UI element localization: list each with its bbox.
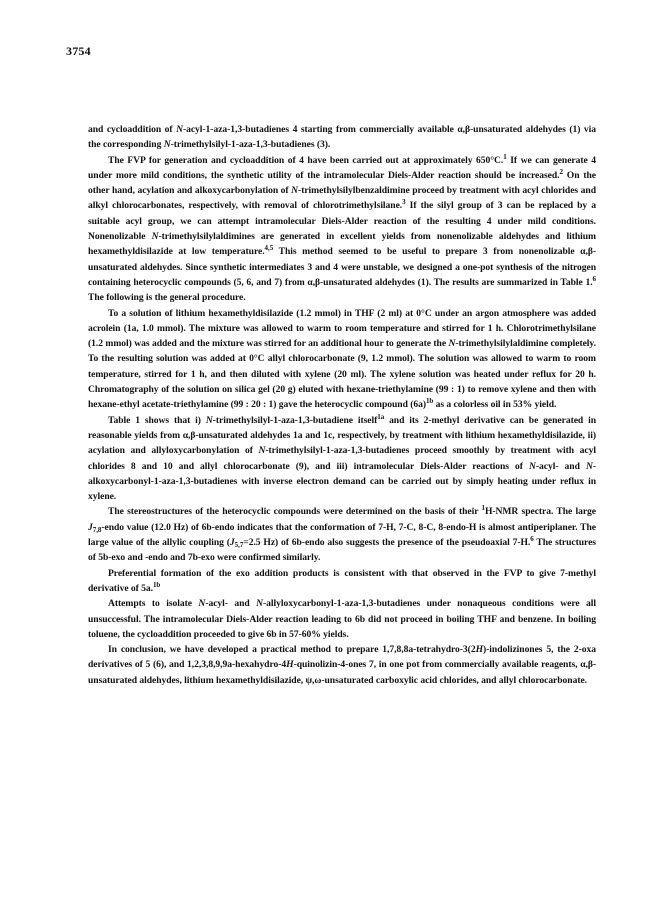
- text-run: -acyl- and: [535, 460, 586, 472]
- italic-symbol: N: [448, 338, 456, 350]
- text-run: and its 2-methyl derivative can be generated in reasonable yields from α,β-unsaturated aldehydes 1a and 1c, respectively, by treatment with lithium hexamethyldisilazide, ii) acylation and allyloxycarbonylation of: [88, 414, 596, 457]
- italic-symbol: N: [529, 460, 536, 472]
- text-run: -trimethylsilyl-1-aza-1,3-butadienes (3).: [170, 139, 331, 151]
- text-run: -trimethylsilyl-1-aza-1,3-butadiene itself: [212, 414, 378, 426]
- subscript: 5,7: [234, 541, 244, 550]
- paragraph-fvp: [88, 153, 596, 306]
- italic-symbol: N: [151, 231, 159, 243]
- reference-superscript: 6: [592, 274, 596, 283]
- text-run: H-NMR spectra. The large: [484, 506, 596, 518]
- reference-superscript: 1b: [425, 397, 434, 406]
- paragraph-intro-continued: [88, 122, 596, 153]
- italic-symbol: N: [256, 598, 264, 610]
- text-run: and cycloaddition of: [88, 124, 177, 135]
- text-run: )-indolizinones 5, the 2-oxa derivatives of 5 (6), and 1,2,3,8,9,9a-hexahydro-4: [88, 644, 596, 671]
- reference-superscript: 1: [503, 152, 507, 161]
- article-body: [88, 122, 596, 688]
- paragraph-stereo: [88, 504, 596, 565]
- text-run: -trimethylsilylaldimines are generated in excellent yields from nonenolizable aldehydes and lithium hexamethyldisilazide at low temperature.: [88, 231, 596, 258]
- italic-symbol: J: [229, 537, 235, 549]
- reference-superscript: 3: [402, 198, 406, 207]
- text-run: =2.5 Hz) of 6b-endo also suggests the presence of the pseudoaxial 7-H.: [243, 537, 531, 549]
- paragraph-table: [88, 413, 596, 505]
- text-run: In conclusion, we have developed a practical method to prepare 1,7,8,8a-tetrahydro-3(2: [108, 644, 476, 656]
- text-run: The stereostructures of the heterocyclic compounds were determined on the basis of their: [108, 506, 482, 518]
- italic-symbol: N: [585, 460, 593, 472]
- paragraph-procedure: [88, 306, 596, 413]
- text-run: -acyl- and: [205, 598, 257, 610]
- text-run: On the other hand, acylation and alkoxycarbonylation of: [88, 169, 596, 197]
- paragraph-conclusion: [88, 642, 596, 688]
- page-number: 3754: [66, 44, 91, 58]
- text-run: The structures of 5b-exo and -endo and 7b-exo were confirmed similarly.: [88, 537, 596, 564]
- italic-symbol: N: [163, 139, 171, 151]
- reference-superscript: 1b: [152, 580, 161, 589]
- text-run: -alkoxycarbonyl-1-aza-1,3-butadienes with inverse electron demand can be carried out by simply heating under reflux in xylene.: [88, 460, 596, 503]
- text-run: as a colorless oil in 53% yield.: [433, 399, 557, 411]
- text-run: -acyl-1-aza-1,3-butadienes 4 starting from commercially available α,β-unsaturated aldehydes (1) via the corresponding: [88, 124, 596, 151]
- text-run: -trimethylsilylbenzaldimine proceed by treatment with acyl chlorides and alkyl chlorocarbonates, respectively, with removal of chlorotrimethylsilane.: [88, 185, 596, 212]
- text-run: Table 1 shows that i): [108, 414, 206, 426]
- subscript: 7,8: [92, 525, 102, 534]
- italic-symbol: N: [198, 598, 206, 610]
- italic-symbol: J: [88, 521, 93, 533]
- text-run: This method seemed to be useful to prepare 3 from nonenolizable α,β-unsaturated aldehydes. Since synthetic intermediates 3 and 4 were unstable, we designed a one-pot synthesis of the nitrogen containing heterocyclic compounds (5, 6, and 7) from α,β-unsaturated aldehydes (1). The results are summarized in Table 1.: [88, 246, 596, 288]
- text-run: -allyloxycarbonyl-1-aza-1,3-butadienes under nonaqueous conditions were all unsuccessful. The intramolecular Diels-Alder reaction leading to 6b did not proceed in boiling THF and benzene. In boiling toluene, the cycloaddition proceeded to give 6b in 57-60% yields.: [88, 598, 596, 640]
- italic-symbol: N: [176, 124, 183, 135]
- italic-symbol: H: [475, 644, 483, 656]
- text-run: To a solution of lithium hexamethyldisilazide (1.2 mmol) in THF (2 ml) at 0°C under an argon atmosphere was added acrolein (1a, 1.0 mmol). The mixture was allowed to warm to room temperature and stirred for 1 h. Chlorotrimethylsilane (1.2 mmol) was added and the mixture was stirred for an additional hour to generate the: [88, 307, 596, 350]
- text-run: Preferential formation of the exo addition products is consistent with that observed in the FVP to give 7-methyl derivative of 5a.: [88, 567, 596, 594]
- text-run: -endo value (12.0 Hz) of 6b-endo indicates that the conformation of 7-H, 7-C, 8-C, 8-endo-H is almost antiperiplaner. The large value of the allylic coupling (: [88, 521, 596, 549]
- paragraph-exo: [88, 566, 596, 597]
- paragraph-attempts: [88, 596, 596, 642]
- reference-superscript: 2: [559, 167, 563, 176]
- text-run: -trimethylsilyl-1-aza-1,3-butadienes proceed smoothly by treatment with acyl chlorides 8 and 10 and allyl chlorocarbonate (9), and iii) intramolecular Diels-Alder reactions of: [88, 445, 596, 472]
- text-run: -quinolizin-4-ones 7, in one pot from commercially available reagents, α,β-unsaturated aldehydes, lithium hexamethyldisilazide, ψ,ω-unsaturated carboxylic acid chlorides, and allyl chlorocarbonate.: [88, 659, 596, 686]
- text-run: The FVP for generation and cycloaddition of 4 have been carried out at approximately 650°C.: [108, 154, 504, 166]
- text-run: The following is the general procedure.: [88, 292, 246, 304]
- text-run: Attempts to isolate: [108, 598, 199, 610]
- italic-symbol: N: [291, 185, 299, 197]
- reference-superscript: 4,5: [264, 244, 274, 253]
- reference-superscript: 1a: [377, 412, 385, 421]
- italic-symbol: H: [286, 659, 294, 671]
- italic-symbol: N: [258, 445, 266, 457]
- reference-superscript: 1: [481, 504, 485, 513]
- text-run: If the silyl group of 3 can be replaced by a suitable acyl group, we can attempt intramolecular Diels-Alder reaction of the resulting 4 under mild conditions. Nonenolizable: [88, 200, 596, 243]
- italic-symbol: N: [205, 414, 213, 426]
- text-run: If we can generate 4 under more mild conditions, the synthetic utility of the intramolecular Diels-Alder reaction should be increased.: [88, 154, 597, 181]
- text-run: -trimethylsilylaldimine completely. To the resulting solution was added at 0°C allyl chlorocarbonate (9, 1.2 mmol). The solution was allowed to warm to room temperature, stirred for 1 h, and then diluted with xylene (20 ml). The xylene solution was heated under reflux for 20 h. Chromatography of the solution on silica gel (20 g) eluted with hexane-triethylamine (99 : 1) to remove xylene and then with hexane-ethyl acetate-triethylamine (99 : 20 : 1) gave the heterocyclic compound (6a): [88, 338, 596, 411]
- reference-superscript: 6: [530, 535, 534, 544]
